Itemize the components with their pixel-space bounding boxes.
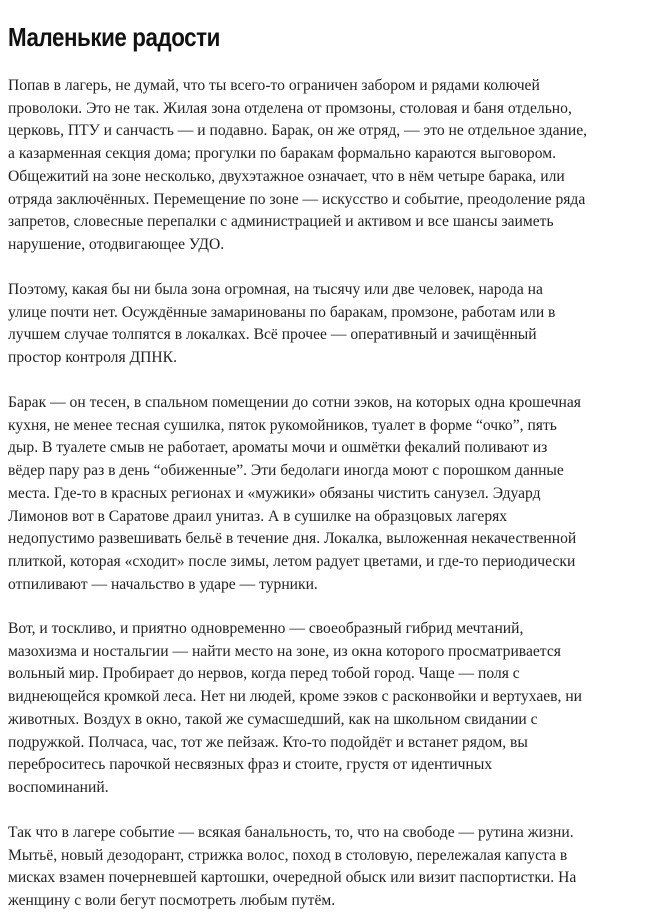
text-line: Поэтому, какая бы ни была зона огромная, на тысячу или две человек, народа на [8, 281, 543, 298]
text-line: Барак — он тесен, в спальном помещении до сотни зэков, на которых одна крошечная [8, 394, 581, 411]
text-line: недопустимо развешивать бельё в течение дня. Локалка, выложенная некачественной [8, 530, 577, 548]
text-line: места. Где-то в красных регионах и «мужики» обязаны чистить санузел. Эдуард [8, 484, 541, 502]
text-line: Общежитий на зоне несколько, двухэтажное означает, что в нём четыре барака, или [8, 167, 565, 185]
text-line: Лимонов вот в Саратове драил унитаз. А в сушилке на образцовых лагерях [8, 507, 508, 525]
text-line: мисках взамен почерневшей картошки, очередной обыск или визит паспортистки. На [8, 869, 577, 887]
text-line: воспоминаний. [8, 778, 109, 796]
text-line: плиткой, которая «сходит» после зимы, летом радует цветами, и где-то периодически [8, 552, 576, 570]
text-line: запретов, словесные перепалки с администрацией и активом и все шансы заиметь [8, 213, 554, 231]
text-line: простор контроля ДПНК. [8, 349, 177, 367]
text-line: нарушение, отодвигающее УДО. [8, 235, 225, 253]
text-line: дыр. В туалете смыв не работает, ароматы мочи и ошмётки фекалий поливают из [8, 439, 548, 457]
text-line: отпиливают — начальство в ударе — турники. [8, 575, 318, 593]
text-line: кухня, не менее тесная сушилка, пяток рукомойников, туалет в форме “очко”, пять [8, 416, 557, 434]
text-line: лучшем случае толпятся в локалках. Всё прочее — оперативный и зачищённый [8, 326, 537, 344]
text-line: Вот, и тоскливо, и приятно одновременно — своеобразный гибрид мечтаний, [8, 620, 524, 637]
text-line: животных. Воздух в окно, такой же сумасшедший, как на школьном свидании с [8, 710, 538, 728]
text-line: отряда заключённых. Перемещение по зоне — искусство и событие, преодоление ряда [8, 190, 586, 208]
text-line: Попав в лагерь, не думай, что ты всего-то ограничен забором и рядами колючей [8, 77, 540, 94]
text-line: мазохизма и ностальгии — найти место на зоне, из окна которого просматривается [8, 642, 561, 660]
text-line: Мытьё, новый дезодорант, стрижка волос, поход в столовую, перележалая капуста в [8, 846, 568, 864]
paragraph-4 [8, 618, 658, 800]
text-line: а казарменная секция дома; прогулки по баракам формально караются выговором. [8, 145, 556, 163]
text-line: проволоки. Это не так. Жилая зона отделена от промзоны, столовая и баня отдельно, [8, 99, 572, 117]
text-line: улице почти нет. Осуждённые замаринованы по баракам, промзоне, работам или в [8, 303, 556, 321]
text-line: церковь, ПТУ и санчасть — и подавно. Барак, он же отряд, — это не отдельное здание, [8, 122, 588, 140]
text-line: подружкой. Полчаса, час, тот же пейзаж. Кто-то подойдёт и встанет рядом, вы [8, 733, 528, 751]
text-line: вольный мир. Пробирает до нервов, когда перед тобой город. Чаще — поля с [8, 665, 520, 683]
paragraph-5 [8, 822, 658, 913]
article-title: Маленькие радости [8, 22, 220, 52]
text-line: виднеющейся кромкой леса. Нет ни людей, кроме зэков с расконвойки и вертухаев, ни [8, 688, 583, 706]
text-line: Так что в лагере событие — всякая банальность, то, что на свободе — рутина жизни. [8, 824, 574, 841]
paragraph-2 [8, 279, 658, 370]
paragraph-3 [8, 392, 658, 596]
paragraph-1 [8, 75, 658, 257]
text-line: переброситесь парочкой несвязных фраз и стоите, грустя от идентичных [8, 756, 493, 774]
text-line: женщину с воли бегут посмотреть любым путём. [8, 892, 336, 910]
text-line: вёдер пару раз в день “обиженные”. Эти бедолаги иногда моют с порошком данные [8, 462, 564, 480]
